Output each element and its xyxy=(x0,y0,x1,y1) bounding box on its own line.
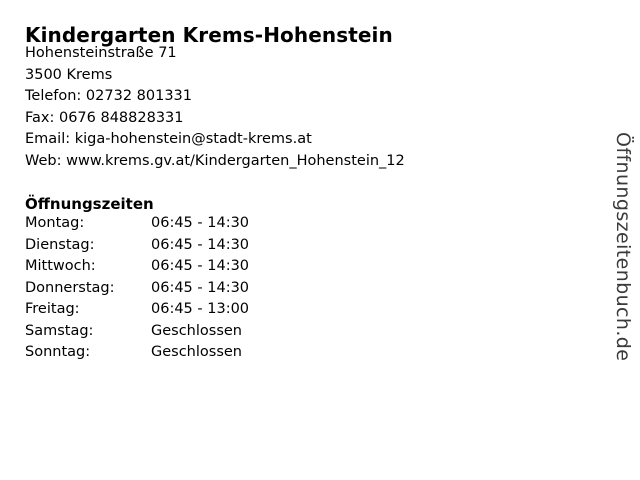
day-label: Donnerstag: xyxy=(25,279,115,296)
address-street: Hohensteinstraße 71 xyxy=(25,45,177,61)
day-label: Montag: xyxy=(25,215,85,231)
table-row xyxy=(25,213,249,235)
day-hours: 06:45 - 14:30 xyxy=(151,215,250,231)
day-hours: 06:45 - 13:00 xyxy=(151,301,250,317)
page-title: Kindergarten Krems-Hohenstein xyxy=(25,23,393,48)
day-hours: Geschlossen xyxy=(151,322,242,339)
contact-block xyxy=(25,43,405,172)
day-label: Dienstag: xyxy=(25,236,95,253)
contact-email: Email: kiga-hohenstein@stadt-krems.at xyxy=(25,131,312,147)
table-row xyxy=(25,321,249,343)
table-row xyxy=(25,278,249,300)
table-row xyxy=(25,235,249,257)
day-hours: 06:45 - 14:30 xyxy=(151,258,250,274)
contact-fax: Fax: 0676 848828331 xyxy=(25,109,184,126)
table-row xyxy=(25,256,249,278)
opening-hours-heading: Öffnungszeiten xyxy=(25,195,154,214)
day-label: Samstag: xyxy=(25,322,94,339)
address-city: 3500 Krems xyxy=(25,66,113,83)
table-row xyxy=(25,299,249,321)
contact-web: Web: www.krems.gv.at/Kindergarten_Hohenstein_12 xyxy=(25,152,405,169)
table-row xyxy=(25,342,249,364)
day-hours: Geschlossen xyxy=(151,344,242,360)
day-label: Mittwoch: xyxy=(25,258,96,274)
day-label: Sonntag: xyxy=(25,344,91,360)
day-hours: 06:45 - 14:30 xyxy=(151,236,250,253)
watermark-text: Öffnungszeitenbuch.de xyxy=(612,132,634,362)
contact-phone: Telefon: 02732 801331 xyxy=(25,88,193,104)
day-hours: 06:45 - 14:30 xyxy=(151,279,250,296)
day-label: Freitag: xyxy=(25,301,80,317)
opening-hours-table xyxy=(25,213,249,364)
